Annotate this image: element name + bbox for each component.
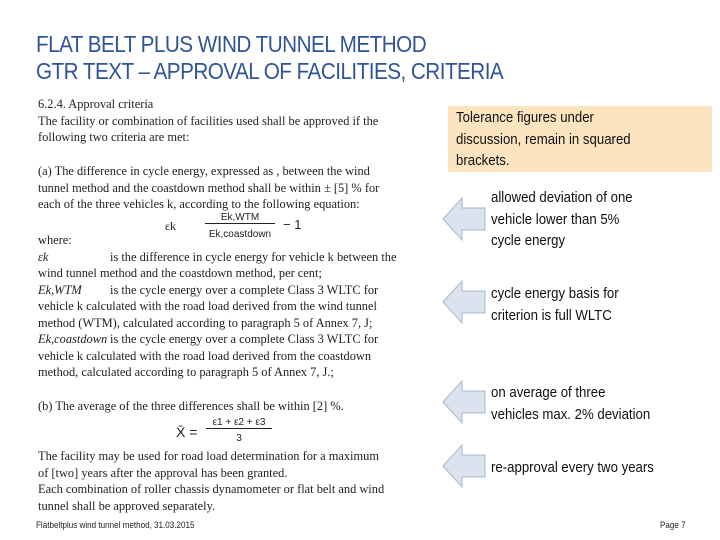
eq1-denominator: Ek,coastdown [208, 229, 272, 240]
eq1-numerator: Ek,WTM [205, 212, 275, 224]
eq1-tail: − 1 [283, 217, 302, 232]
def-3-symbol: Ek,coastdown [38, 332, 108, 346]
closing-line-2: of [two] years after the approval has been granted. [38, 465, 288, 480]
eq2-lhs: X̄ = [176, 424, 198, 440]
callout-1-line-1: allowed deviation of one [491, 189, 633, 206]
callout-1-line-2: vehicle lower than 5% [491, 210, 620, 228]
callout-2-line-1: cycle energy basis for [491, 285, 619, 302]
criterion-b: (b) The average of the three differences shall be within [2] %. [38, 399, 344, 413]
page-number: Page 7 [660, 520, 686, 531]
def-3-text: is the cycle energy over a complete Class 3 WLTC for [110, 332, 379, 346]
intro-line-2: following two criteria are met: [38, 130, 190, 144]
closing-line-3: Each combination of roller chassis dynamometer or flat belt and wind [38, 482, 385, 496]
def-2-text: is the cycle energy over a complete Class 3 WLTC for [110, 282, 379, 297]
def-2-symbol: Ek,WTM [38, 282, 82, 297]
callout-1-line-3: cycle energy [491, 232, 566, 249]
eq2-numerator: ε1 + ε2 + ε3 [206, 417, 272, 429]
title-line-1: FLAT BELT PLUS WIND TUNNEL METHOD [36, 31, 427, 57]
arrow-left-icon [443, 445, 485, 487]
def-2-line-3: method (WTM), calculated according to paragraph 5 of Annex 7, J; [38, 315, 373, 330]
crit-a-line-1: (a) The difference in cycle energy, expressed as , between the wind [38, 164, 370, 178]
tolerance-line-3: brackets. [456, 152, 510, 169]
tolerance-line-1: Tolerance figures under [456, 109, 594, 126]
callout-reapproval: re-approval every two years [491, 459, 654, 476]
callout-2-line-2: criterion is full WLTC [491, 306, 612, 324]
closing-line-4: tunnel shall be approved separately. [38, 498, 216, 513]
def-2-line-2: vehicle k calculated with the road load derived from the wind tunnel [38, 299, 377, 313]
eq1-lhs: εk [165, 219, 177, 233]
eq2-denominator: 3 [236, 433, 242, 444]
closing-line-1: The facility may be used for road load determination for a maximum [38, 449, 379, 463]
where-label: where: [38, 233, 72, 247]
intro-line-1: The facility or combination of facilities used shall be approved if the [38, 113, 379, 128]
footer-source: Flatbeltplus wind tunnel method, 31.03.2015 [36, 520, 195, 531]
tolerance-line-2: discussion, remain in squared [456, 130, 631, 148]
def-3-line-2: vehicle k calculated with the road load derived from the coastdown [38, 348, 372, 363]
callout-deviation [491, 187, 633, 252]
section-heading: 6.2.4. Approval criteria [38, 97, 154, 111]
callout-average [491, 382, 650, 425]
def-1-text: is the difference in cycle energy for vehicle k between the [110, 249, 397, 264]
callout-3-line-1: on average of three [491, 384, 606, 401]
callout-cycle-basis [491, 283, 619, 326]
arrow-left-icon [443, 281, 485, 323]
arrow-left-icon [443, 381, 485, 423]
title-line-2: GTR TEXT – APPROVAL OF FACILITIES, CRITERIA [36, 58, 504, 84]
def-3-line-3: method, calculated according to paragraph 5 of Annex 7, J.; [38, 365, 334, 379]
arrow-left-icon [443, 198, 485, 240]
crit-a-line-2: tunnel method and the coastdown method shall be within ± [5] % for [38, 180, 380, 195]
callout-3-line-2: vehicles max. 2% deviation [491, 405, 651, 423]
def-1-line-2: wind tunnel method and the coastdown method, per cent; [38, 266, 322, 280]
crit-a-line-3: each of the three vehicles k, according to the following equation: [38, 197, 360, 211]
def-1-symbol: εk [38, 249, 49, 264]
